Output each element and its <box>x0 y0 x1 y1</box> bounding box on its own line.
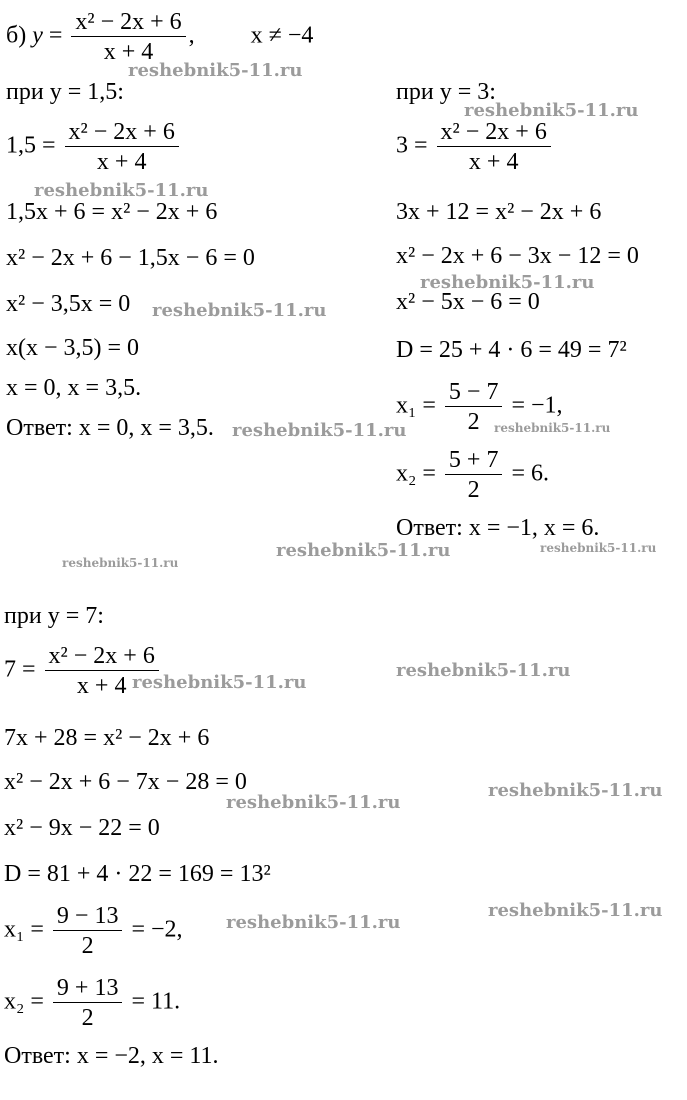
right-x2-rhs: = 6. <box>511 460 549 487</box>
equals-sign: = <box>48 22 63 49</box>
right-x2-fraction <box>445 448 503 502</box>
right-frac-lhs: 3 = <box>396 132 428 159</box>
right-fraction <box>437 120 551 174</box>
right-x2-lhs: x₂ = <box>396 460 436 487</box>
left-line-2: x² − 2x + 6 − 1,5x − 6 = 0 <box>6 245 255 271</box>
right-denominator: x + 4 <box>468 149 519 175</box>
right-line-3: x² − 5x − 6 = 0 <box>396 289 540 315</box>
watermark-text: reshebnik5-11.ru <box>464 100 639 121</box>
left-fraction <box>65 120 179 174</box>
watermark-text: reshebnik5-11.ru <box>494 421 611 435</box>
domain-condition: x ≠ −4 <box>250 22 314 49</box>
left-frac-lhs: 1,5 = <box>6 132 56 159</box>
right-answer: Ответ: x = −1, x = 6. <box>396 515 600 541</box>
bottom-denominator: x + 4 <box>76 673 127 699</box>
right-x2-denominator: 2 <box>467 477 480 503</box>
watermark-text: reshebnik5-11.ru <box>226 792 401 813</box>
watermark-text: reshebnik5-11.ru <box>488 900 663 921</box>
bottom-x1-fraction <box>53 904 123 958</box>
bottom-x2-numerator: 9 + 13 <box>53 976 123 1003</box>
right-fraction-equation <box>396 120 554 174</box>
watermark-text: reshebnik5-11.ru <box>276 540 451 561</box>
left-line-3: x² − 3,5x = 0 <box>6 291 131 317</box>
left-line-1: 1,5x + 6 = x² − 2x + 6 <box>6 199 218 225</box>
left-answer: Ответ: x = 0, x = 3,5. <box>6 415 214 441</box>
watermark-text: reshebnik5-11.ru <box>34 180 209 201</box>
right-x1-lhs: x₁ = <box>396 392 436 419</box>
left-denominator: x + 4 <box>96 149 147 175</box>
right-x2-numerator: 5 + 7 <box>445 448 503 475</box>
part-label: б) <box>6 22 27 49</box>
left-heading: при y = 1,5: <box>6 79 124 105</box>
bottom-x1-numerator: 9 − 13 <box>53 904 123 931</box>
watermark-text: reshebnik5-11.ru <box>132 672 307 693</box>
watermark-text: reshebnik5-11.ru <box>152 300 327 321</box>
bottom-answer: Ответ: x = −2, x = 11. <box>4 1043 219 1069</box>
watermark-text: reshebnik5-11.ru <box>540 541 657 555</box>
right-line-1: 3x + 12 = x² − 2x + 6 <box>396 199 602 225</box>
right-x1-rhs: = −1, <box>511 392 563 419</box>
right-x2-equation <box>396 448 549 502</box>
bottom-x1-rhs: = −2, <box>131 916 183 943</box>
bottom-x1-lhs: x₁ = <box>4 916 44 943</box>
right-numerator: x² − 2x + 6 <box>437 120 551 147</box>
right-line-4: D = 25 + 4 · 6 = 49 = 7² <box>396 337 627 363</box>
y-variable: y <box>32 22 43 49</box>
bottom-x2-equation <box>4 976 180 1030</box>
right-x1-numerator: 5 − 7 <box>445 380 503 407</box>
watermark-text: reshebnik5-11.ru <box>488 780 663 801</box>
left-line-5: x = 0, x = 3,5. <box>6 375 142 401</box>
watermark-text: reshebnik5-11.ru <box>396 660 571 681</box>
header-denominator: x + 4 <box>103 39 154 65</box>
watermark-text: reshebnik5-11.ru <box>232 420 407 441</box>
watermark-text: reshebnik5-11.ru <box>226 912 401 933</box>
bottom-line-2: x² − 2x + 6 − 7x − 28 = 0 <box>4 769 247 795</box>
header-equation <box>6 10 313 64</box>
bottom-x2-fraction <box>53 976 123 1030</box>
bottom-line-3: x² − 9x − 22 = 0 <box>4 815 160 841</box>
right-line-2: x² − 2x + 6 − 3x − 12 = 0 <box>396 243 639 269</box>
bottom-x2-lhs: x₂ = <box>4 988 44 1015</box>
header-comma: , <box>188 22 195 49</box>
bottom-frac-lhs: 7 = <box>4 656 36 683</box>
header-numerator: x² − 2x + 6 <box>71 10 185 37</box>
bottom-line-4: D = 81 + 4 · 22 = 169 = 13² <box>4 861 271 887</box>
left-fraction-equation <box>6 120 182 174</box>
bottom-numerator: x² − 2x + 6 <box>45 644 159 671</box>
bottom-heading: при y = 7: <box>4 603 104 629</box>
left-line-4: x(x − 3,5) = 0 <box>6 335 140 361</box>
bottom-x2-rhs: = 11. <box>131 988 181 1015</box>
header-fraction <box>71 10 185 64</box>
bottom-x2-denominator: 2 <box>81 1005 94 1031</box>
watermark-text: reshebnik5-11.ru <box>128 60 303 81</box>
bottom-x1-denominator: 2 <box>81 933 94 959</box>
bottom-x1-equation <box>4 904 183 958</box>
right-x1-denominator: 2 <box>467 409 480 435</box>
right-heading: при y = 3: <box>396 79 496 105</box>
watermark-text: reshebnik5-11.ru <box>420 272 595 293</box>
bottom-line-1: 7x + 28 = x² − 2x + 6 <box>4 725 210 751</box>
left-numerator: x² − 2x + 6 <box>65 120 179 147</box>
watermark-text: reshebnik5-11.ru <box>62 556 179 570</box>
